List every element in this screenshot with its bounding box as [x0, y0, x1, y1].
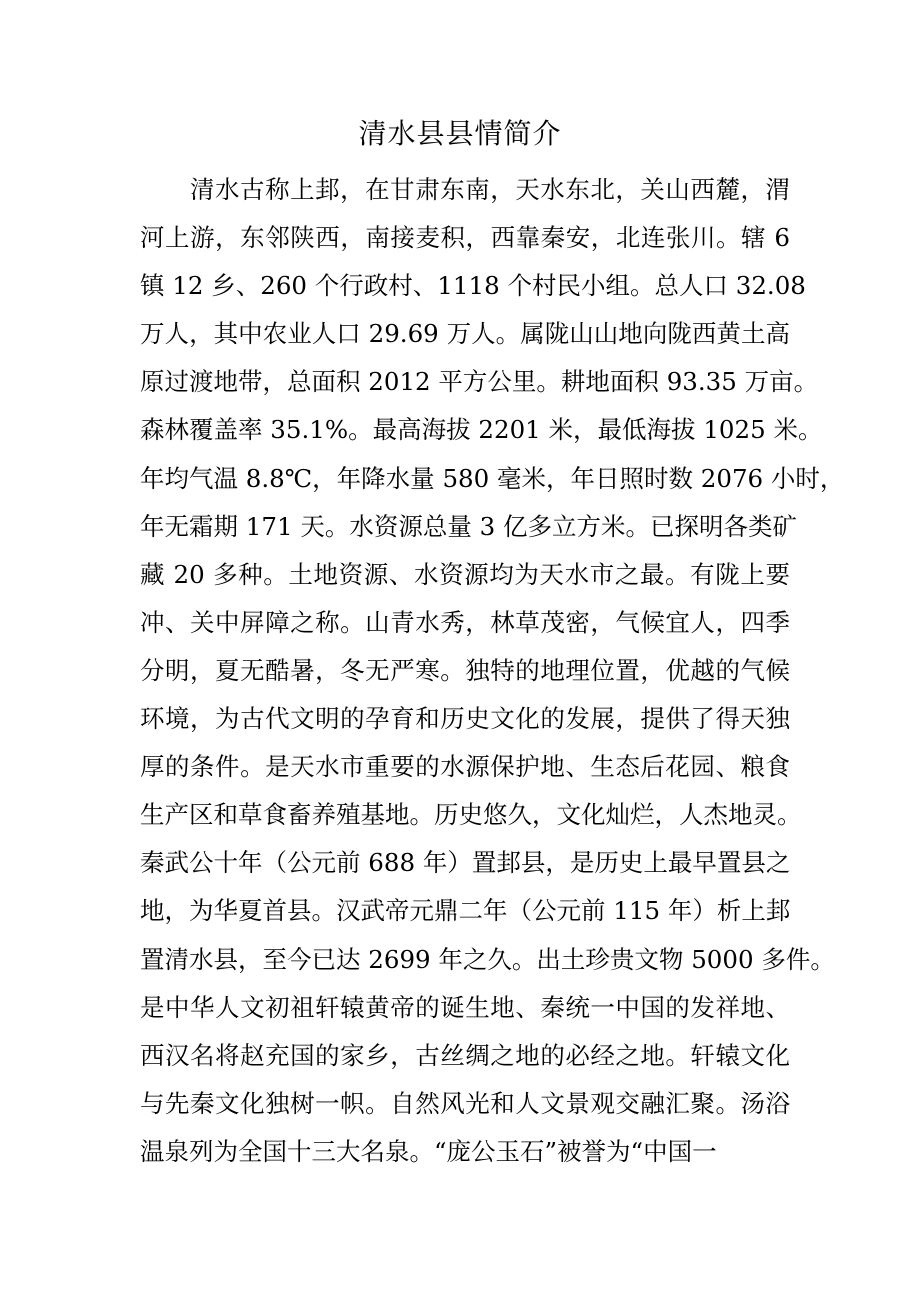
body-line: 万人，其中农业人口 29.69 万人。属陇山山地向陇西黄土高 [140, 319, 790, 349]
document-title: 清水县县情简介 [358, 117, 562, 150]
body-line: 温泉列为全国十三大名泉。“庞公玉石”被誉为“中国一 [140, 1136, 717, 1166]
body-line: 镇 12 乡、260 个行政村、1118 个村民小组。总人口 32.08 [140, 271, 806, 301]
body-line: 生产区和草食畜养殖基地。历史悠久，文化灿烂，人杰地灵。 [140, 800, 802, 830]
body-line: 河上游，东邻陕西，南接麦积，西靠秦安，北连张川。辖 6 [140, 223, 790, 253]
body-line: 藏 20 多种。土地资源、水资源均为天水市之最。有陇上要 [140, 559, 790, 589]
body-line: 厚的条件。是天水市重要的水源保护地、生态后花园、粮食 [140, 752, 790, 782]
body-line: 置清水县，至今已达 2699 年之久。出土珍贵文物 5000 多件。 [140, 944, 835, 974]
body-line: 年均气温 8.8℃，年降水量 580 毫米，年日照时数 2076 小时， [140, 463, 845, 493]
body-line: 分明，夏无酷暑，冬无严寒。独特的地理位置，优越的气候 [140, 655, 790, 685]
document-body [140, 166, 845, 1176]
body-line: 清水古称上邽，在甘肃东南，天水东北，关山西麓，渭 [190, 175, 790, 204]
body-line: 是中华人文初祖轩辕黄帝的诞生地、秦统一中国的发祥地、 [140, 992, 790, 1022]
body-line: 森林覆盖率 35.1%。最高海拔 2201 米，最低海拔 1025 米。 [140, 415, 823, 445]
body-line: 地，为华夏首县。汉武帝元鼎二年（公元前 115 年）析上邽 [140, 896, 791, 926]
body-line: 年无霜期 171 天。水资源总量 3 亿多立方米。已探明各类矿 [140, 511, 797, 541]
body-line: 冲、关中屏障之称。山青水秀，林草茂密，气候宜人，四季 [140, 607, 790, 637]
body-line: 原过渡地带，总面积 2012 平方公里。耕地面积 93.35 万亩。 [140, 367, 819, 397]
body-line: 秦武公十年（公元前 688 年）置邽县，是历史上最早置县之 [140, 848, 791, 878]
body-line: 与先秦文化独树一帜。自然风光和人文景观交融汇聚。汤浴 [140, 1088, 790, 1118]
body-line: 环境，为古代文明的孕育和历史文化的发展，提供了得天独 [140, 704, 790, 734]
body-line: 西汉名将赵充国的家乡，古丝绸之地的必经之地。轩辕文化 [140, 1040, 790, 1070]
